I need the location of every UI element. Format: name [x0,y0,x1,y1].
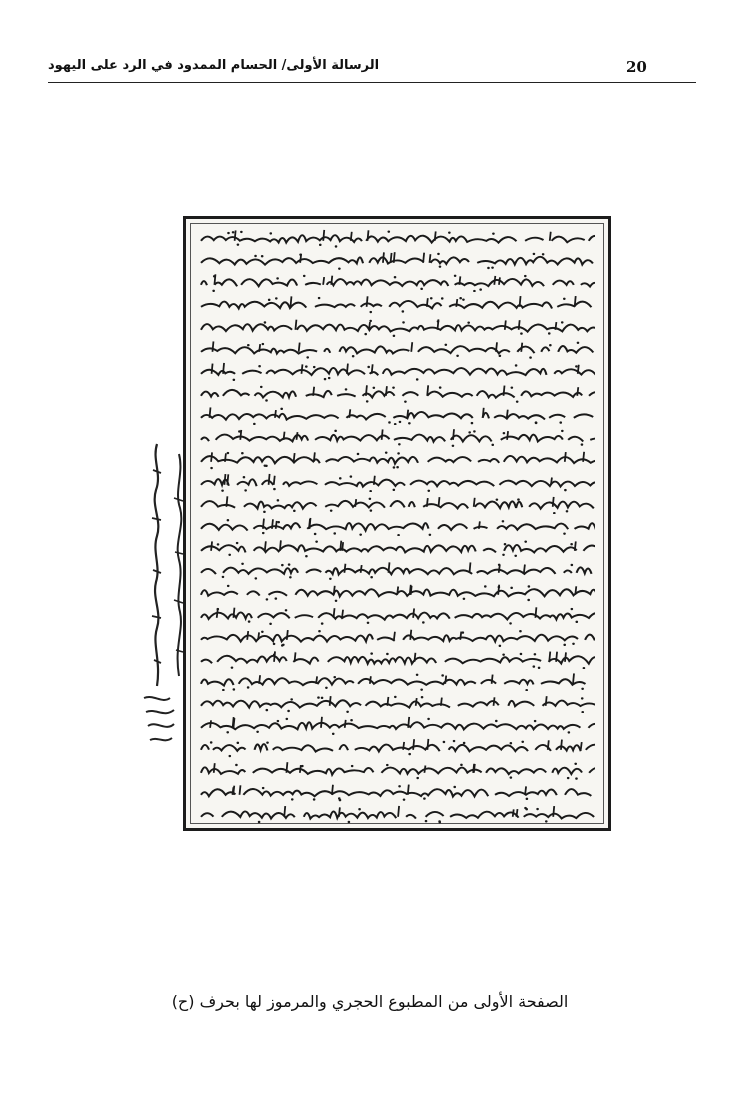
manuscript-line [199,782,595,802]
page-number: 20 [626,58,647,76]
manuscript-line [199,427,595,447]
manuscript-line [199,627,595,647]
manuscript-line [199,760,595,780]
manuscript-line [199,693,595,713]
manuscript-line [199,272,595,292]
manuscript-line [199,737,595,757]
manuscript-line [199,494,595,514]
figure-caption: الصفحة الأولى من المطبوع الحجري والمرموز لها بحرف (ح) [171,992,569,1011]
manuscript-line [199,804,595,824]
running-title: الرسالة الأولى/ الحسام الممدود في الرد على اليهود [48,58,380,73]
manuscript-line [199,538,595,558]
manuscript-line [199,383,595,403]
manuscript-image [183,216,611,831]
margin-note-2 [170,450,188,680]
manuscript-line [199,250,595,270]
manuscript-line [199,605,595,625]
manuscript-line [199,405,595,425]
manuscript-line [199,294,595,314]
manuscript-line [199,449,595,469]
manuscript-inner-frame [190,223,604,824]
manuscript-line [199,472,595,492]
manuscript-line [199,361,595,381]
manuscript-line [199,560,595,580]
manuscript-line [199,582,595,602]
manuscript-line [199,317,595,337]
running-header [48,58,696,83]
manuscript-line [199,671,595,691]
manuscript-line [199,516,595,536]
manuscript-line [199,228,595,248]
margin-note-1 [148,440,166,690]
margin-note-3 [140,690,180,750]
manuscript-line [199,339,595,359]
manuscript-line [199,649,595,669]
manuscript-line [199,715,595,735]
